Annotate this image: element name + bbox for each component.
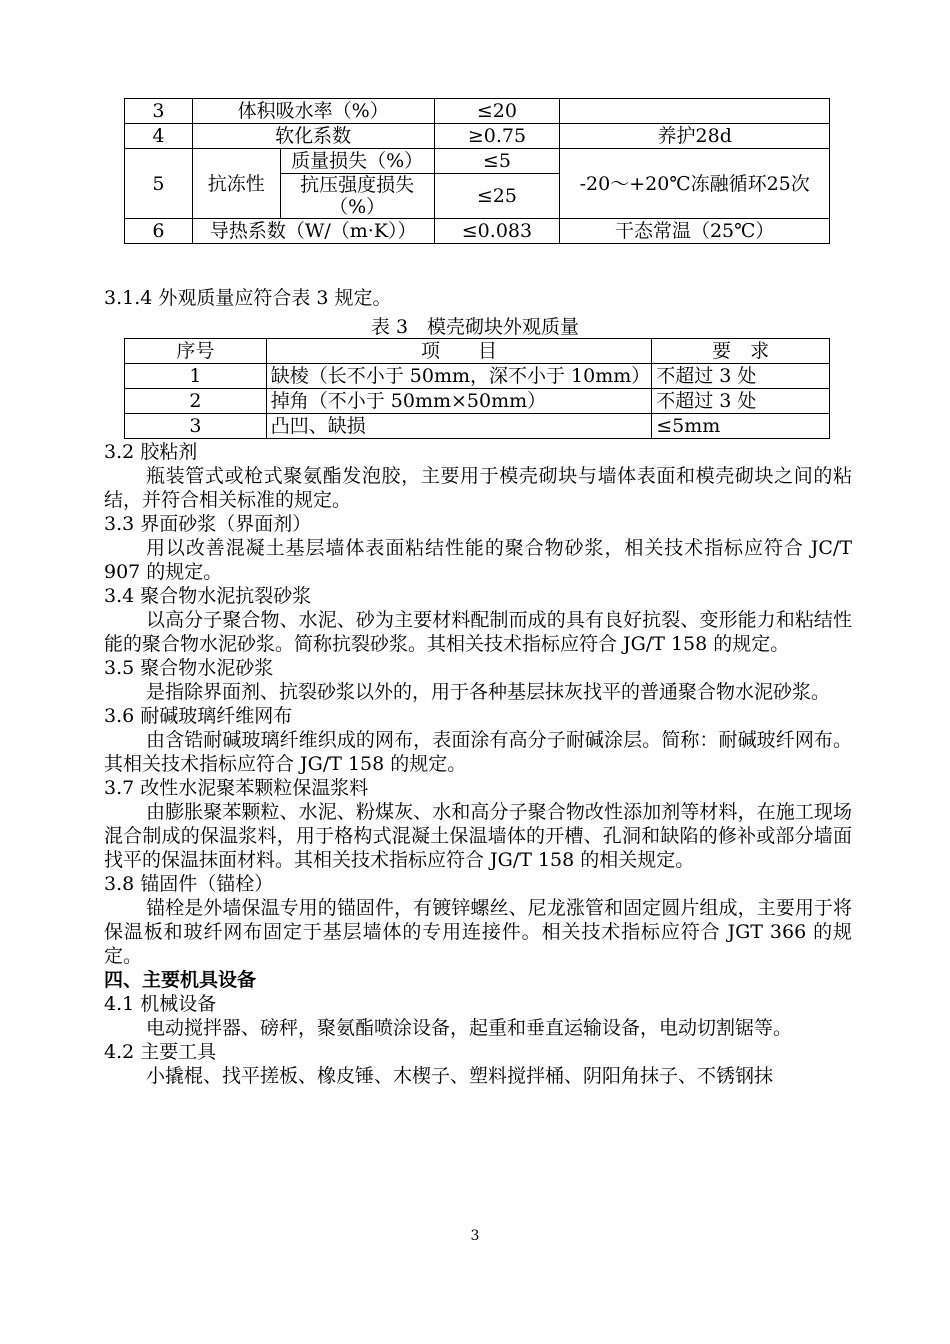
cell-no: 4 bbox=[125, 124, 193, 149]
section-text: 瓶装管式或枪式聚氨酯发泡胶，主要用于模壳砌块与墙体表面和模壳砌块之间的粘结，并符合相关标准的规定。 bbox=[104, 465, 852, 511]
cell-note bbox=[560, 99, 830, 124]
section-text: 以高分子聚合物、水泥、砂为主要材料配制而成的具有良好抗裂、变形能力和粘结性能的聚合物水泥砂浆。简称抗裂砂浆。其相关技术指标应符合 JG/T 158 的规定。 bbox=[104, 609, 852, 655]
table3-caption: 表 3 模壳砌块外观质量 bbox=[370, 316, 580, 338]
properties-table bbox=[124, 98, 830, 244]
cell-no: 1 bbox=[125, 364, 267, 389]
table-row bbox=[125, 389, 830, 414]
cell-item: 掉角（不小于 50mm×50mm） bbox=[266, 389, 651, 414]
cell-no: 3 bbox=[125, 99, 193, 124]
header-no: 序号 bbox=[125, 339, 267, 364]
section-heading: 3.7 改性水泥聚苯颗粒保温浆料 bbox=[104, 777, 369, 799]
cell-item: 体积吸水率（%） bbox=[192, 99, 434, 124]
section-text: 用以改善混凝土基层墙体表面粘结性能的聚合物砂浆，相关技术指标应符合 JC/T 907 的规定。 bbox=[104, 537, 852, 583]
table-row bbox=[125, 149, 830, 174]
header-item: 项 目 bbox=[266, 339, 651, 364]
section-heading: 3.3 界面砂浆（界面剂） bbox=[104, 513, 312, 535]
table-row bbox=[125, 414, 830, 439]
cell-req: 不超过 3 处 bbox=[652, 389, 830, 414]
table-row bbox=[125, 124, 830, 149]
header-req: 要 求 bbox=[652, 339, 830, 364]
cell-sub: 质量损失（%） bbox=[280, 149, 434, 174]
section-heading: 3.2 胶粘剂 bbox=[104, 441, 198, 463]
section-text: 锚栓是外墙保温专用的锚固件，有镀锌螺丝、尼龙涨管和固定圆片组成，主要用于将保温板和玻纤网布固定于基层墙体的专用连接件。相关技术指标应符合 JGT 366 的规定。 bbox=[104, 897, 852, 967]
cell-req: 不超过 3 处 bbox=[652, 364, 830, 389]
cell-item: 软化系数 bbox=[192, 124, 434, 149]
sections bbox=[104, 440, 852, 1088]
section-text: 由膨胀聚苯颗粒、水泥、粉煤灰、水和高分子聚合物改性添加剂等材料，在施工现场混合制成的保温浆料，用于格构式混凝土保温墙体的开槽、孔洞和缺陷的修补或部分墙面找平的保温抹面材料。其相关技术指标应符合 JG/T 158 的相关规定。 bbox=[104, 801, 852, 871]
table-row bbox=[125, 219, 830, 244]
appearance-table bbox=[124, 338, 830, 439]
section-text: 是指除界面剂、抗裂砂浆以外的，用于各种基层抹灰找平的普通聚合物水泥砂浆。 bbox=[146, 681, 831, 703]
cell-item: 导热系数（W/（m·K）） bbox=[192, 219, 434, 244]
table-header-row bbox=[125, 339, 830, 364]
section-heading: 4.1 机械设备 bbox=[104, 993, 217, 1015]
section-heading: 3.5 聚合物水泥砂浆 bbox=[104, 657, 274, 679]
body-text bbox=[104, 286, 852, 310]
cell-no: 6 bbox=[125, 219, 193, 244]
cell-group: 抗冻性 bbox=[192, 149, 280, 219]
section-text: 小撬棍、找平搓板、橡皮锤、木楔子、塑料搅拌桶、阴阳角抹子、不锈钢抹 bbox=[146, 1065, 774, 1087]
table-row bbox=[125, 364, 830, 389]
section-text: 电动搅拌器、磅秤，聚氨酯喷涂设备，起重和垂直运输设备，电动切割锯等。 bbox=[146, 1017, 793, 1039]
cell-no: 3 bbox=[125, 414, 267, 439]
cell-req: ≤5mm bbox=[652, 414, 830, 439]
cell-item: 凸凹、缺损 bbox=[266, 414, 651, 439]
section-heading: 4.2 主要工具 bbox=[104, 1041, 217, 1063]
section-text: 由含锆耐碱玻璃纤维织成的网布，表面涂有高分子耐碱涂层。简称：耐碱玻纤网布。其相关技术指标应符合 JG/T 158 的规定。 bbox=[104, 729, 852, 775]
cell-no: 5 bbox=[125, 149, 193, 219]
chapter-heading: 四、主要机具设备 bbox=[104, 969, 257, 991]
cell-value: ≤0.083 bbox=[434, 219, 560, 244]
cell-note: 养护28d bbox=[560, 124, 830, 149]
section-heading: 3.6 耐碱玻璃纤维网布 bbox=[104, 705, 293, 727]
cell-sub: 抗压强度损失（%） bbox=[280, 174, 434, 219]
cell-value: ≤25 bbox=[434, 174, 560, 219]
section-heading: 3.4 聚合物水泥抗裂砂浆 bbox=[104, 585, 312, 607]
cell-value: ≤5 bbox=[434, 149, 560, 174]
cell-value: ≥0.75 bbox=[434, 124, 560, 149]
paragraph-314: 3.1.4 外观质量应符合表 3 规定。 bbox=[104, 287, 392, 309]
cell-no: 2 bbox=[125, 389, 267, 414]
section-heading: 3.8 锚固件（锚栓） bbox=[104, 873, 274, 895]
page-number: 3 bbox=[470, 1228, 480, 1244]
table-row bbox=[125, 99, 830, 124]
cell-note: -20～+20℃冻融循环25次 bbox=[560, 149, 830, 219]
cell-note: 干态常温（25℃） bbox=[560, 219, 830, 244]
cell-value: ≤20 bbox=[434, 99, 560, 124]
cell-item: 缺棱（长不小于 50mm，深不小于 10mm） bbox=[266, 364, 651, 389]
